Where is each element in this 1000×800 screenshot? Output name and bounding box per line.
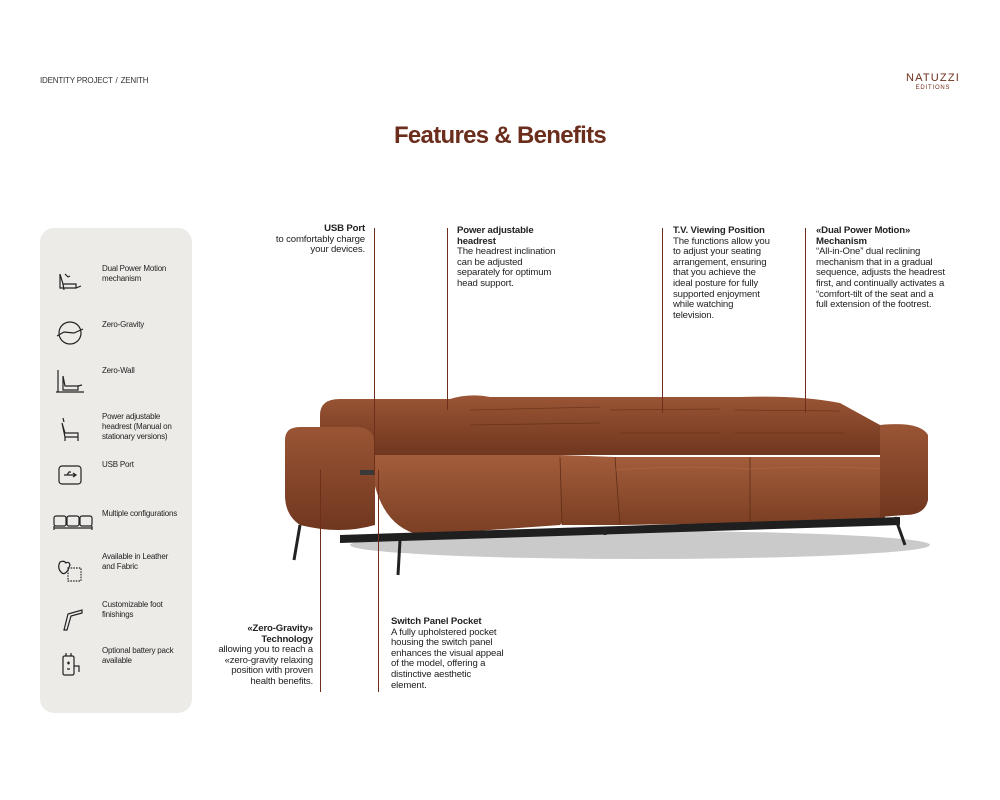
callout-title: Power adjustable headrest [457,225,534,247]
callout-title: «Dual Power Motion» Mechanism [816,225,911,247]
callout-line-zero-gravity [320,470,321,692]
foot-icon [54,604,86,634]
callout-text: The headrest inclination can be adjusted separately for optimum head support. [457,246,556,289]
callout-line-dual [805,228,806,413]
feature-label: Power adjustable headrest (Manual on stationary versions) [102,412,172,441]
feature-item-zero-gravity [40,314,192,354]
callout-line-switch [378,470,379,692]
breadcrumb-parent: IDENTITY PROJECT [40,76,113,85]
feature-label: Multiple configurations [102,509,177,518]
callout-dual-motion [816,226,946,311]
callout-switch-panel [391,617,506,691]
callout-text: to comfortably charge your devices. [275,233,365,256]
breadcrumb-separator: / [115,76,118,85]
callout-line-tv [662,228,663,413]
features-sidebar [40,228,192,713]
feature-label: Zero-Wall [102,366,135,375]
feature-item-battery [40,646,192,686]
zero-wall-icon [54,366,86,396]
feature-label: Dual Power Motion mechanism [102,264,167,283]
brand-name: NATUZZI [905,72,960,84]
callout-title: Switch Panel Pocket [391,616,482,627]
leather-fabric-icon [54,556,86,586]
brand-sub: EDITIONS [915,85,951,91]
callout-title: «Zero-Gravity» Technology [247,623,313,645]
callout-usb-port [258,224,365,256]
breadcrumb [40,76,148,85]
headrest-icon [54,414,86,444]
callout-tv-viewing [673,226,773,321]
configurations-icon [52,508,94,538]
sofa-image [280,385,940,600]
battery-icon [54,650,86,680]
callout-title: T.V. Viewing Position [673,225,765,236]
feature-item-dual-motion [40,264,192,304]
feature-item-headrest [40,410,192,450]
callout-text: “All-in-One” dual reclining mechanism that in a gradual sequence, adjusts the headrest first, and continually activates a “comfort-tilt of the seat and a full extension of the footrest. [816,246,945,311]
callout-headrest [457,226,557,290]
zero-gravity-icon [54,318,86,348]
feature-label: Zero-Gravity [102,320,145,329]
breadcrumb-current: ZENITH [120,76,149,85]
callout-title: USB Port [324,223,365,234]
recliner-motion-icon [54,268,86,298]
brand-logo [906,72,960,91]
usb-icon [54,460,86,490]
feature-label: Customizable foot finishings [102,600,163,619]
callout-line-usb [374,228,375,475]
feature-item-zero-wall [40,362,192,402]
callout-text: A fully upholstered pocket housing the switch panel enhances the visual appeal of the model, offering a distinctive aesthetic element. [391,626,504,691]
page-title: Features & Benefits [393,122,607,149]
callout-text: The functions allow you to adjust your seating arrangement, ensuring that you achieve the ideal posture for fully supported enjoyment while watching television. [673,235,770,321]
feature-label: Optional battery pack available [102,646,174,665]
callout-line-headrest [447,228,448,410]
callout-text: allowing you to reach a «zero-gravity relaxing position with proven health benefits. [218,644,313,687]
feature-label: USB Port [102,460,134,469]
callout-zero-gravity [212,624,313,688]
feature-item-configurations [40,504,192,544]
feature-item-leather-fabric [40,552,192,592]
feature-item-usb [40,456,192,496]
feature-item-foot [40,600,192,640]
feature-label: Available in Leather and Fabric [102,552,169,571]
